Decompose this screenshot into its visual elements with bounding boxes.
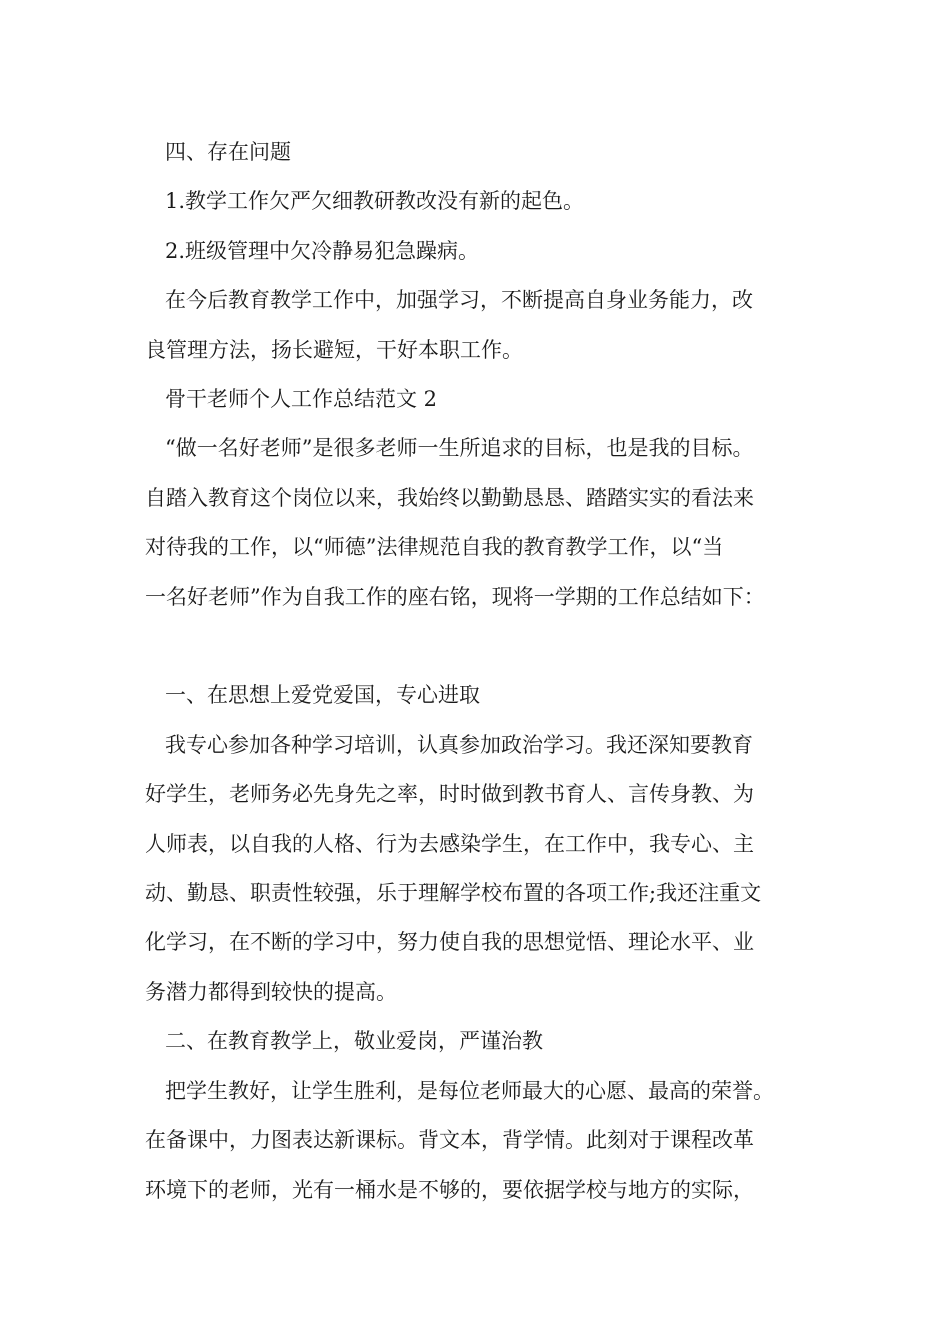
problem-item-1: 1.教学工作欠严欠细教研教改没有新的起色。 [165,189,585,214]
blank-line [145,622,835,671]
section1-line-2: 好学生，老师务必先身先之率，时时做到教书育人、言传身教、为 [145,782,754,807]
heading-two: 二、在教育教学上，敬业爱岗，严谨治教 [165,1029,543,1054]
intro-line-2: 自踏入教育这个岗位以来，我始终以勤勤恳恳、踏踏实实的看法来 [145,485,754,510]
outlook-line-1: 在今后教育教学工作中，加强学习，不断提高自身业务能力，改 [165,288,753,313]
intro-line-4: 一名好老师”作为自我工作的座右铭，现将一学期的工作总结如下： [145,584,765,609]
section1-line-4: 动、勤恳、职责性较强，乐于理解学校布置的各项工作;我还注重文 [145,881,762,906]
outlook-line-2: 良管理方法，扬长避短，干好本职工作。 [145,337,523,362]
section2-line-2: 在备课中，力图表达新课标。背文本，背学情。此刻对于课程改革 [145,1128,754,1153]
section1-line-5: 化学习，在不断的学习中，努力使自我的思想觉悟、理论水平、业 [145,930,754,955]
intro-line-1: “做一名好老师”是很多老师一生所追求的目标，也是我的目标。 [165,436,754,461]
section1-line-1: 我专心参加各种学习培训，认真参加政治学习。我还深知要教育 [165,732,753,757]
heading-one: 一、在思想上爱党爱国，专心进取 [165,683,480,708]
article-title-2: 骨干老师个人工作总结范文 2 [165,387,438,412]
heading-four: 四、存在问题 [165,140,291,164]
section1-line-6: 务潜力都得到较快的提高。 [145,979,397,1004]
section2-line-1: 把学生教好，让学生胜利，是每位老师最大的心愿、最高的荣誉。 [165,1078,774,1103]
document-body [145,128,835,1215]
problem-item-2: 2.班级管理中欠冷静易犯急躁病。 [165,238,480,263]
section2-line-3: 环境下的老师，光有一桶水是不够的，要依据学校与地方的实际， [145,1177,754,1202]
section1-line-3: 人师表，以自我的人格、行为去感染学生，在工作中，我专心、主 [145,831,754,856]
intro-line-3: 对待我的工作，以“师德”法律规范自我的教育教学工作，以“当 [145,535,724,560]
